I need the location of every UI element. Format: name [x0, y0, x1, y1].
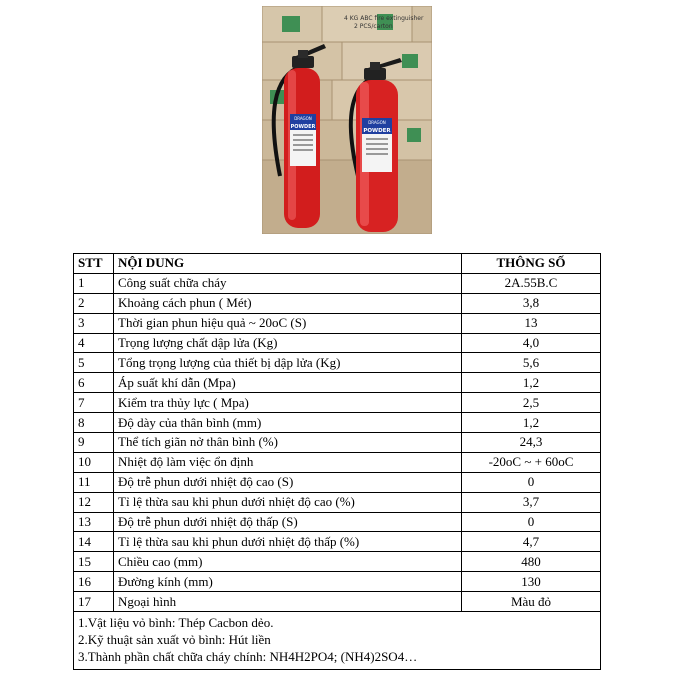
table-row [74, 273, 601, 293]
table-row [74, 552, 601, 572]
type-label-left: POWDER [290, 124, 316, 130]
table-header-row [74, 254, 601, 274]
cell-content: Tỉ lệ thừa sau khi phun dưới nhiệt độ cao (%) [114, 492, 462, 512]
cell-spec: 480 [462, 552, 601, 572]
cell-stt: 2 [74, 293, 114, 313]
cell-stt: 12 [74, 492, 114, 512]
cell-stt: 13 [74, 512, 114, 532]
table-body [74, 273, 601, 611]
carton-label-2: 2 PCS/carton [354, 23, 393, 30]
cell-content: Tỉ lệ thừa sau khi phun dưới nhiệt độ thấp (%) [114, 532, 462, 552]
cell-stt: 14 [74, 532, 114, 552]
cell-content: Kiểm tra thủy lực ( Mpa) [114, 393, 462, 413]
cell-spec: Màu đỏ [462, 592, 601, 612]
cell-spec: 1,2 [462, 373, 601, 393]
spec-table [73, 253, 601, 670]
cell-content: Khoảng cách phun ( Mét) [114, 293, 462, 313]
cell-stt: 9 [74, 433, 114, 453]
brand-label-left: DRAGON [294, 116, 312, 121]
notes-row [74, 612, 601, 670]
cell-spec: 1,2 [462, 413, 601, 433]
cell-spec: -20oC ~ + 60oC [462, 452, 601, 472]
cell-stt: 5 [74, 353, 114, 373]
cell-spec: 130 [462, 572, 601, 592]
cell-content: Độ trễ phun dưới nhiệt độ thấp (S) [114, 512, 462, 532]
header-content: NỘI DUNG [114, 254, 462, 274]
cell-spec: 4,0 [462, 333, 601, 353]
table-row [74, 313, 601, 333]
cell-stt: 3 [74, 313, 114, 333]
cell-content: Áp suất khí dẫn (Mpa) [114, 373, 462, 393]
table-row [74, 293, 601, 313]
header-stt: STT [74, 254, 114, 274]
cell-content: Tổng trọng lượng của thiết bị dập lửa (Kg) [114, 353, 462, 373]
cell-spec: 4,7 [462, 532, 601, 552]
cell-content: Độ dày của thân bình (mm) [114, 413, 462, 433]
cell-stt: 10 [74, 452, 114, 472]
cell-spec: 2A.55B.C [462, 273, 601, 293]
cell-spec: 5,6 [462, 353, 601, 373]
cell-spec: 3,8 [462, 293, 601, 313]
cell-content: Trọng lượng chất dập lửa (Kg) [114, 333, 462, 353]
cell-spec: 3,7 [462, 492, 601, 512]
cell-stt: 11 [74, 472, 114, 492]
table-row [74, 393, 601, 413]
table-row [74, 333, 601, 353]
cell-content: Thời gian phun hiệu quả ~ 20oC (S) [114, 313, 462, 333]
note-3: 3.Thành phần chất chữa cháy chính: NH4H2PO4; (NH4)2SO4… [78, 649, 418, 665]
cell-content: Ngoại hình [114, 592, 462, 612]
cell-spec: 0 [462, 512, 601, 532]
table-row [74, 413, 601, 433]
cell-content: Công suất chữa cháy [114, 273, 462, 293]
cell-spec: 24,3 [462, 433, 601, 453]
cell-content: Độ trễ phun dưới nhiệt độ cao (S) [114, 472, 462, 492]
table-row [74, 572, 601, 592]
product-photo [262, 6, 432, 234]
cell-spec: 2,5 [462, 393, 601, 413]
cell-stt: 17 [74, 592, 114, 612]
note-2: 2.Kỹ thuật sản xuất vỏ bình: Hút liền [78, 632, 271, 648]
cell-content: Thể tích giãn nở thân bình (%) [114, 433, 462, 453]
cell-stt: 15 [74, 552, 114, 572]
cell-spec: 0 [462, 472, 601, 492]
cell-spec: 13 [462, 313, 601, 333]
table-row [74, 592, 601, 612]
cell-content: Nhiệt độ làm việc ổn định [114, 452, 462, 472]
table-row [74, 353, 601, 373]
table-row [74, 472, 601, 492]
table-row [74, 433, 601, 453]
notes-cell [74, 612, 601, 670]
table-row [74, 492, 601, 512]
table-row [74, 512, 601, 532]
cell-stt: 6 [74, 373, 114, 393]
table-row [74, 532, 601, 552]
carton-label-1: 4 KG ABC fire extinguisher [344, 15, 424, 22]
cell-stt: 7 [74, 393, 114, 413]
brand-label-right: DRAGON [368, 120, 386, 125]
header-spec: THÔNG SỐ [462, 254, 601, 274]
cell-stt: 8 [74, 413, 114, 433]
cell-stt: 4 [74, 333, 114, 353]
cell-stt: 16 [74, 572, 114, 592]
cell-stt: 1 [74, 273, 114, 293]
cell-content: Đường kính (mm) [114, 572, 462, 592]
type-label-right: POWDER [363, 128, 391, 134]
note-1: 1.Vật liệu vỏ bình: Thép Cacbon dẻo. [78, 615, 274, 631]
table-row [74, 452, 601, 472]
cell-content: Chiều cao (mm) [114, 552, 462, 572]
table-row [74, 373, 601, 393]
